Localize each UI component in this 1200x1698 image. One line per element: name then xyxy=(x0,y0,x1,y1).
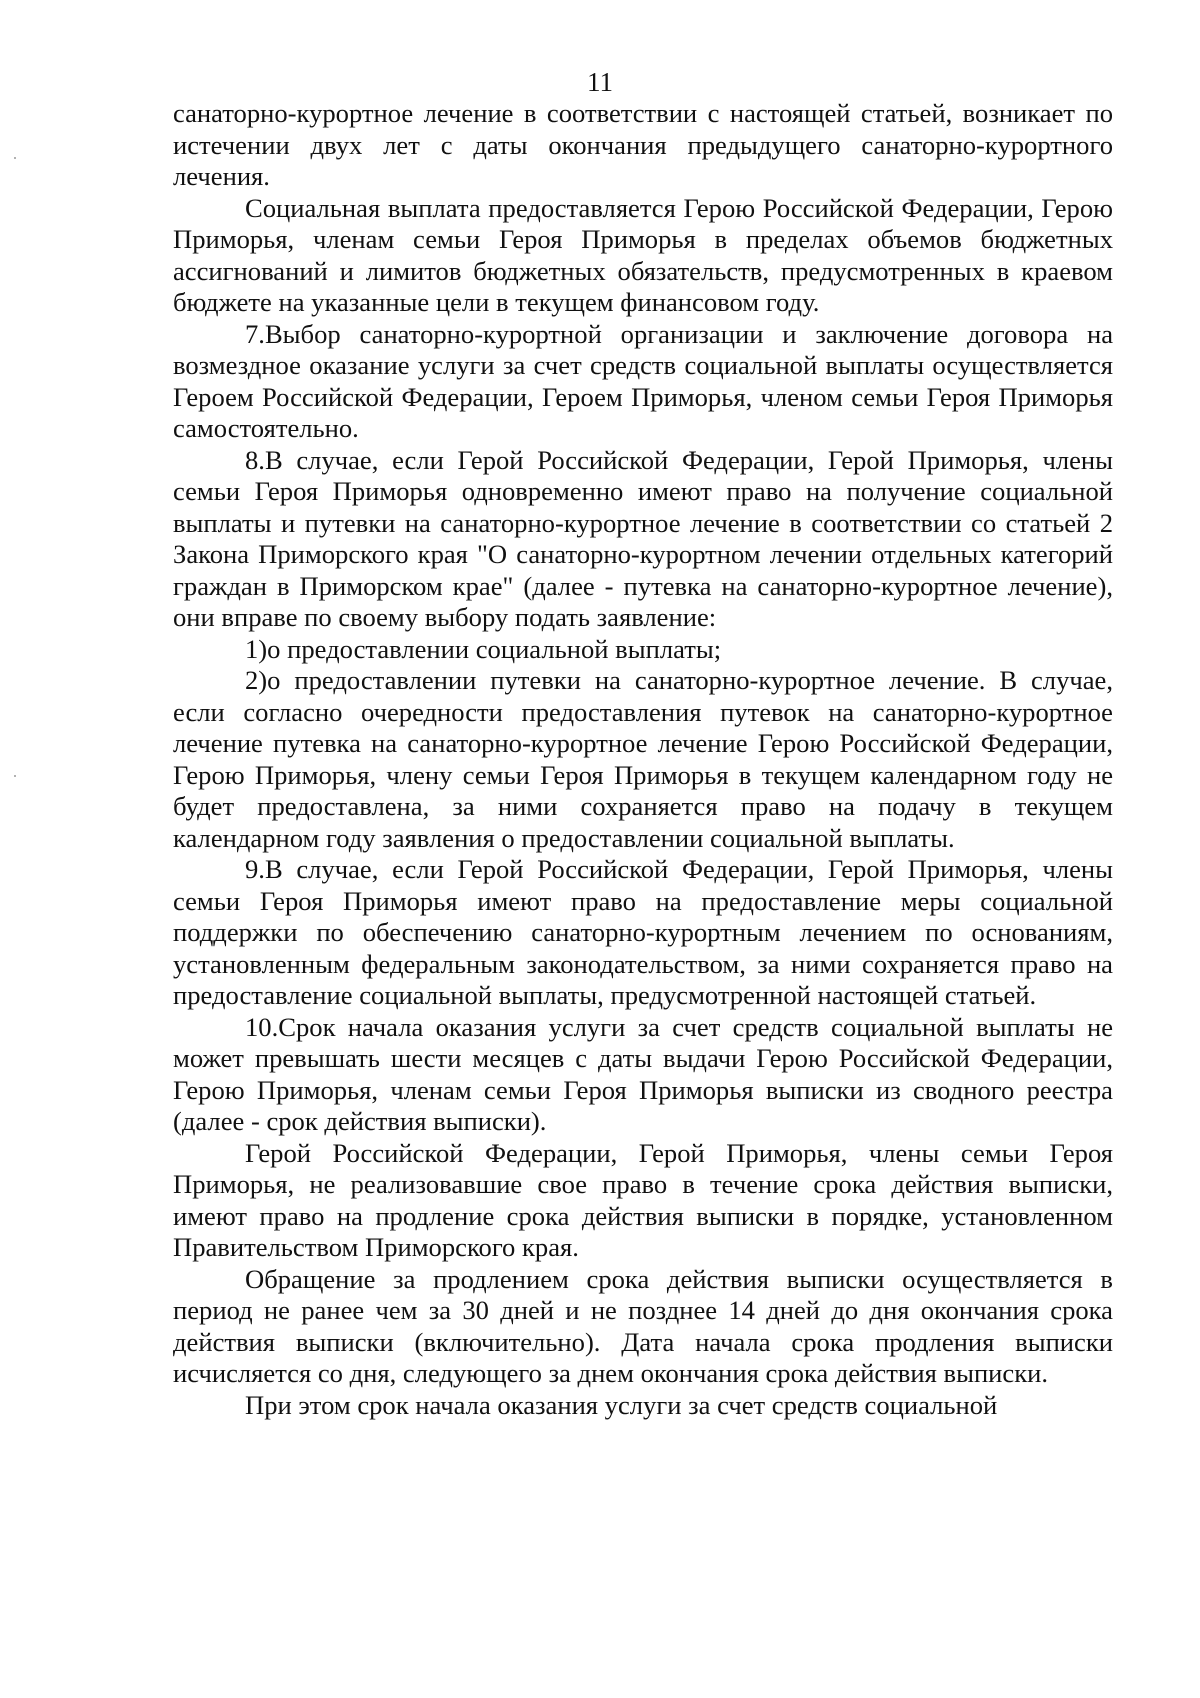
paragraph-item-10: 10.Срок начала оказания услуги за счет средств социальной выплаты не может превышать шести месяцев с даты выдачи Герою Российской Федерации, Герою Приморья, членам семьи Героя Приморья выписки из сводного реестра (далее - срок действия выписки). xyxy=(173,1011,1113,1136)
paragraph-extension-right: Герой Российской Федерации, Герой Приморья, члены семьи Героя Приморья, не реализовавшие свое право в течение срока действия выписки, имеют право на продление срока действия выписки в порядке, установленном Правительством Приморского края. xyxy=(173,1137,1113,1262)
page-number: 11 xyxy=(587,67,613,97)
paragraph-social-payment: Социальная выплата предоставляется Герою Российской Федерации, Герою Приморья, членам семьи Героя Приморья в пределах объемов бюджетных ассигнований и лимитов бюджетных обязательств, предусмотренных в краевом бюджете на указанные цели в текущем финансовом году. xyxy=(173,192,1113,317)
paragraph-item-8: 8.В случае, если Герой Российской Федерации, Герой Приморья, члены семьи Героя Приморья одновременно имеют право на получение социальной выплаты и путевки на санаторно-курортное лечение в соответствии со статьей 2 Закона Приморского края "О санаторно-курортном лечении отдельных категорий граждан в Приморском крае" (далее - путевка на санаторно-курортное лечение), они вправе по своему выбору подать заявление: xyxy=(173,444,1113,632)
paragraph-service-start: При этом срок начала оказания услуги за счет средств социальной xyxy=(245,1389,998,1420)
paragraph-subitem-1: 1)о предоставлении социальной выплаты; xyxy=(245,633,722,664)
scan-speck xyxy=(14,775,16,777)
paragraph-extension-request: Обращение за продлением срока действия выписки осуществляется в период не ранее чем за 30 дней и не позднее 14 дней до дня окончания срока действия выписки (включительно). Дата начала срока продления выписки исчисляется со дня, следующего за днем окончания срока действия выписки. xyxy=(173,1263,1113,1388)
paragraph-continuation: санаторно-курортное лечение в соответствии с настоящей статьей, возникает по истечении двух лет с даты окончания предыдущего санаторно-курортного лечения. xyxy=(173,98,1113,191)
paragraph-item-7: 7.Выбор санаторно-курортной организации и заключение договора на возмездное оказание услуги за счет средств социальной выплаты осуществляется Героем Российской Федерации, Героем Приморья, членом семьи Героя Приморья самостоятельно. xyxy=(173,318,1113,443)
paragraph-subitem-2: 2)о предоставлении путевки на санаторно-курортное лечение. В случае, если согласно очередности предоставления путевок на санаторно-курортное лечение путевка на санаторно-курортное лечение Герою Российской Федерации, Герою Приморья, члену семьи Героя Приморья в текущем календарном году не будет предоставлена, за ними сохраняется право на подачу в текущем календарном году заявления о предоставлении социальной выплаты. xyxy=(173,665,1113,853)
scan-speck xyxy=(14,157,16,159)
paragraph-item-9: 9.В случае, если Герой Российской Федерации, Герой Приморья, члены семьи Героя Приморья имеют право на предоставление меры социальной поддержки по обеспечению санаторно-курортным лечением по основаниям, установленным федеральным законодательством, за ними сохраняется право на предоставление социальной выплаты, предусмотренной настоящей статьей. xyxy=(173,854,1113,1010)
document-body xyxy=(173,98,1113,1421)
